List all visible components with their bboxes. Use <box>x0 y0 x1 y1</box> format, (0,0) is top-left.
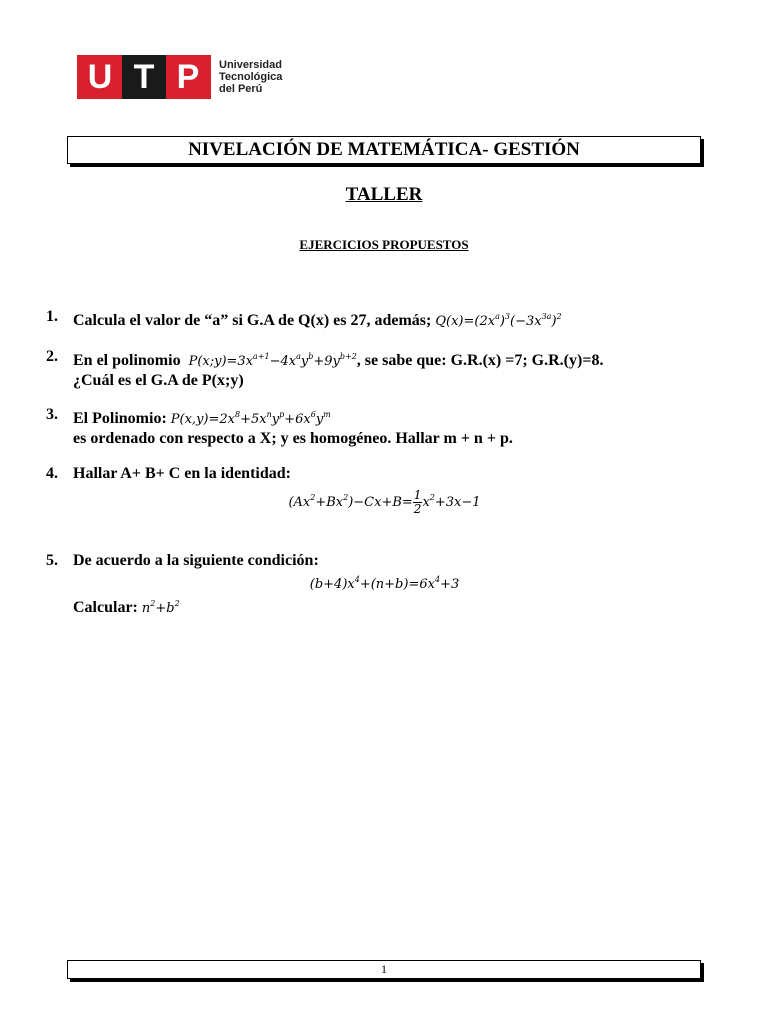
logo-wordmark <box>219 59 282 95</box>
document-title: NIVELACIÓN DE MATEMÁTICA- GESTIÓN <box>188 139 580 160</box>
exercise-text: En el polinomio <box>73 352 181 369</box>
utp-logo <box>77 55 282 99</box>
section-heading: EJERCICIOS PROPUESTOS <box>299 237 469 252</box>
formula-q: $Q(x)=(2x^a)^3(-3x^{3a})^2$ <box>435 312 562 329</box>
exercise-1 <box>46 307 696 331</box>
exercise-3 <box>46 405 696 448</box>
formula-target: $n^2+b^2$ <box>141 599 180 616</box>
document-subtitle: TALLER <box>345 184 423 205</box>
logo-letter-p: P <box>176 58 200 96</box>
logo-letter-u: U <box>87 58 113 96</box>
exercise-number: 3. <box>46 406 58 423</box>
page-footer <box>67 960 701 979</box>
page-number: 1 <box>381 962 387 976</box>
exercise-text: Calcula el valor de “a” si G.A de Q(x) es 27, además; <box>73 312 432 329</box>
exercise-text-cont: , se sabe que: G.R.(x) =7; G.R.(y)=8. <box>356 352 604 369</box>
exercise-text: De acuerdo a la siguiente condición: <box>73 552 319 569</box>
exercise-calc-label: Calcular: <box>73 599 138 616</box>
exercise-number: 1. <box>46 308 58 325</box>
logo-line-2: Tecnológica <box>219 71 283 83</box>
exercise-text-cont: es ordenado con respecto a X; y es homogéneo. Hallar m + n + p. <box>73 430 513 447</box>
exercise-question: ¿Cuál es el G.A de P(x;y) <box>73 372 244 389</box>
formula-p-homogeneous: $P(x,y)=2x^8+5x^ny^p+6x^6y^m$ <box>170 410 331 427</box>
logo-letter-t: T <box>122 55 166 99</box>
exercise-text: El Polinomio: <box>73 410 167 427</box>
logo-mark <box>77 55 211 99</box>
document-title-box <box>67 136 701 164</box>
logo-line-1: Universidad <box>219 59 282 71</box>
logo-line-3: del Perú <box>219 83 263 95</box>
exercise-number: 4. <box>46 465 58 482</box>
exercise-5 <box>46 551 696 618</box>
formula-condition: $(b+4)x^4+(n+b)=6x^4+3$ <box>309 575 460 592</box>
exercise-number: 5. <box>46 552 58 569</box>
exercise-number: 2. <box>46 348 58 365</box>
exercise-4 <box>46 464 696 516</box>
formula-p: $P(x;y)=3x^{a+1}-4x^ay^b+9y^{b+2}$ <box>188 352 357 369</box>
exercise-2 <box>46 347 696 390</box>
exercise-text: Hallar A+ B+ C en la identidad: <box>73 465 291 482</box>
formula-identity: $(Ax^2+Bx^2)-Cx+B=$ $\frac{1}{2}$ $x^2+3x-1$ <box>288 488 481 516</box>
